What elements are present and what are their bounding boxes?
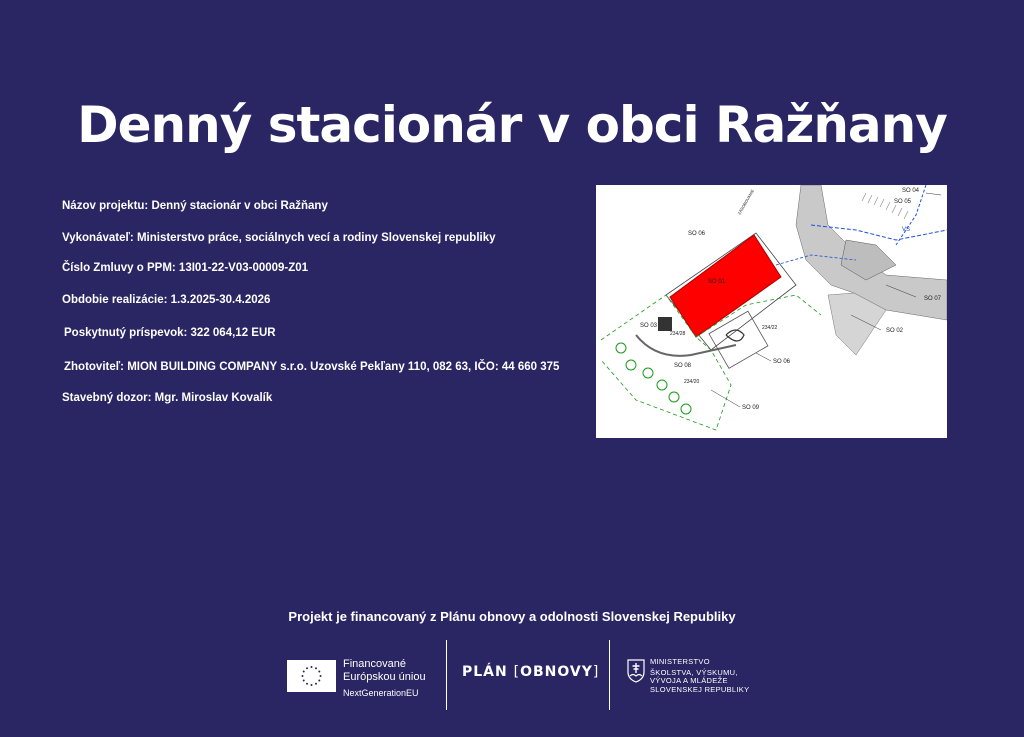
- info-contract-number: Číslo Zmluvy o PPM: 13I01-22-V03-00009-Z01: [62, 262, 309, 274]
- svg-text:SO 05: SO 05: [894, 199, 912, 205]
- info-contribution: Poskytnutý príspevok: 322 064,12 EUR: [64, 327, 276, 339]
- svg-text:SO 03: SO 03: [640, 323, 658, 329]
- plan-obnovy-bracket-open: [: [513, 664, 521, 680]
- plan-obnovy-left: PLÁN: [462, 664, 508, 680]
- svg-text:SO 04: SO 04: [902, 188, 920, 194]
- funding-statement: Projekt je financovaný z Plánu obnovy a odolnosti Slovenskej Republiky: [288, 609, 736, 624]
- svg-text:SO 09: SO 09: [742, 405, 760, 411]
- info-supervision: Stavebný dozor: Mgr. Miroslav Kovalík: [62, 392, 273, 404]
- info-period: Obdobie realizácie: 1.3.2025-30.4.2026: [62, 294, 271, 306]
- site-plan-image: [596, 185, 947, 438]
- svg-text:SO 06: SO 06: [688, 231, 706, 237]
- logo-divider-1: [446, 640, 447, 710]
- eu-line-1: Financované: [343, 658, 406, 670]
- eu-logo-text: [343, 658, 426, 700]
- svg-text:234/28: 234/28: [670, 331, 686, 337]
- svg-text:SO 07: SO 07: [924, 296, 942, 302]
- plan-obnovy-bracket-close: ]: [592, 664, 600, 680]
- svg-text:VS: VS: [902, 227, 911, 233]
- ministry-line-1: MINISTERSTVO: [650, 657, 710, 666]
- page-title: Denný stacionár v obci Ražňany: [77, 96, 947, 154]
- logo-divider-2: [609, 640, 610, 710]
- svg-text:234/22: 234/22: [762, 325, 778, 331]
- svg-text:SO 02: SO 02: [886, 328, 904, 334]
- info-executor: Vykonávateľ: Ministerstvo práce, sociálnych vecí a rodiny Slovenskej republiky: [62, 232, 496, 244]
- svg-text:234/20: 234/20: [684, 379, 700, 385]
- ministry-line-2: ŠKOLSTVA, VÝSKUMU,: [650, 667, 738, 677]
- info-contractor: Zhotoviteľ: MION BUILDING COMPANY s.r.o. Uzovské Pekľany 110, 082 63, IČO: 44 660 375: [64, 361, 560, 373]
- ministry-line-4: SLOVENSKEJ REPUBLIKY: [650, 684, 750, 694]
- svg-text:ZÁSOBOVANIE: ZÁSOBOVANIE: [736, 188, 756, 216]
- svg-text:SO 01: SO 01: [708, 279, 726, 285]
- eu-flag-icon: [287, 660, 336, 692]
- plan-obnovy-right: OBNOVY: [520, 664, 593, 680]
- ministry-logo-text: [650, 658, 749, 694]
- ministry-line-3: VÝVOJA A MLÁDEŽE: [650, 676, 728, 686]
- svg-text:SO 08: SO 08: [674, 363, 692, 369]
- eu-line-3: NextGenerationEU: [343, 688, 419, 698]
- plan-obnovy-logo: [462, 664, 599, 680]
- svg-text:SO 06: SO 06: [773, 359, 791, 365]
- slovak-coat-of-arms-icon: [627, 659, 645, 683]
- eu-line-2: Európskou úniou: [343, 671, 426, 683]
- info-project-name: Názov projektu: Denný stacionár v obci Ražňany: [62, 200, 328, 212]
